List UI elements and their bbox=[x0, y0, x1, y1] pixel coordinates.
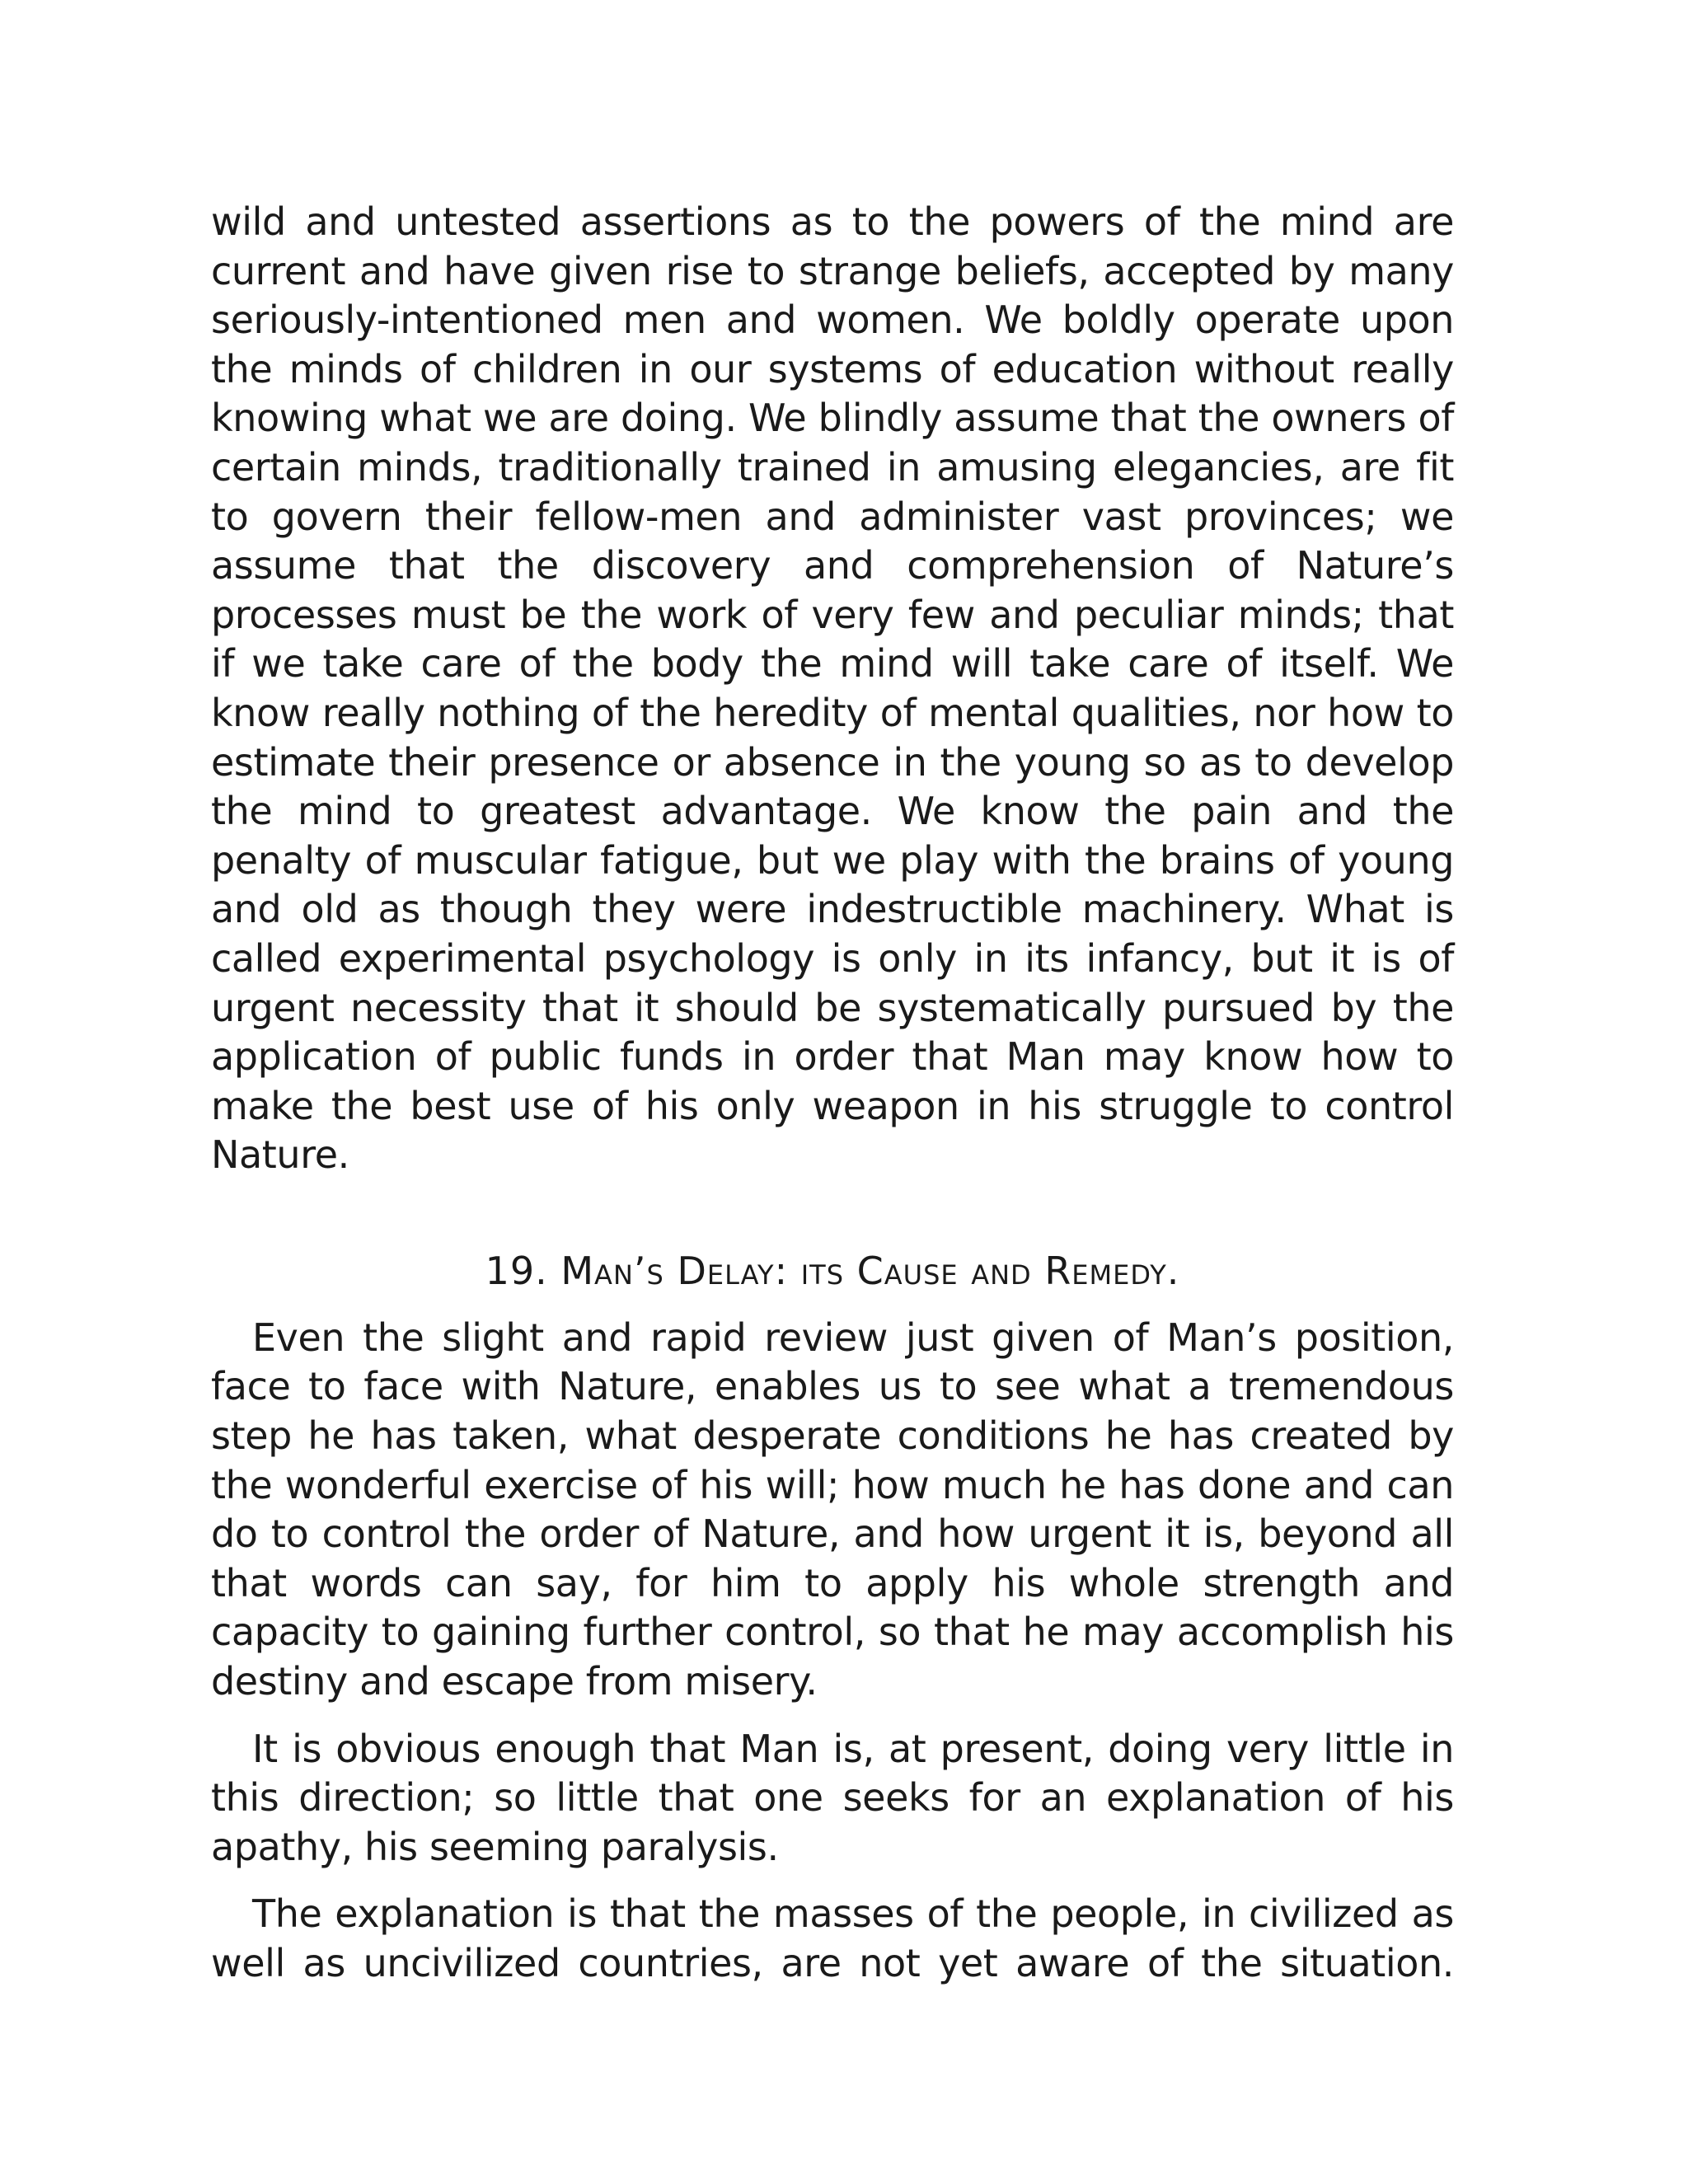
paragraph-section-2: It is obvious enough that Man is, at present, doing very little in this direction; so little that one seeks for an explanation of his apathy, his seeming paralysis. bbox=[211, 1726, 1454, 1869]
paragraph-continued: wild and untested assertions as to the powers of the mind are current and have given rise to strange beliefs, accepted by many seriously-intentioned men and women. We boldly operate upon the minds of children in our systems of education without really knowing what we are doing. We blindly assume that the owners of certain minds, traditionally trained in amusing elegancies, are fit to govern their fellow-men and administer vast provinces; we assume that the discovery and comprehension of Nature’s processes must be the work of very few and peculiar minds; that if we take care of the body the mind will take care of itself. We know really nothing of the heredity of mental qualities, nor how to estimate their presence or absence in the young so as to develop the mind to greatest advantage. We know the pain and the penalty of muscular fatigue, but we play with the brains of young and old as though they were indestructible machinery. What is called experimental psychology is only in its infancy, but it is of urgent necessity that it should be systematically pursued by the application of public funds in order that Man may know how to make the best use of his only weapon in his struggle to control Nature. bbox=[211, 199, 1454, 1178]
paragraph-section-1: Even the slight and rapid review just given of Man’s position, face to face with Nature, enables us to see what a tremendous step he has taken, what desperate conditions he has created by the wonderful exercise of his will; how much he has done and can do to control the order of Nature, and how urgent it is, beyond all that words can say, for him to apply his whole strength and capacity to gaining further control, so that he may accomplish his destiny and escape from misery. bbox=[211, 1315, 1454, 1704]
book-page bbox=[211, 198, 1454, 1989]
paragraph-section-3: The explanation is that the masses of the people, in civilized as well as uncivilized countries, are not yet aware of the situation. bbox=[211, 1891, 1454, 1985]
section-heading: 19. Man’s Delay: its Cause and Remedy. bbox=[485, 1248, 1180, 1293]
